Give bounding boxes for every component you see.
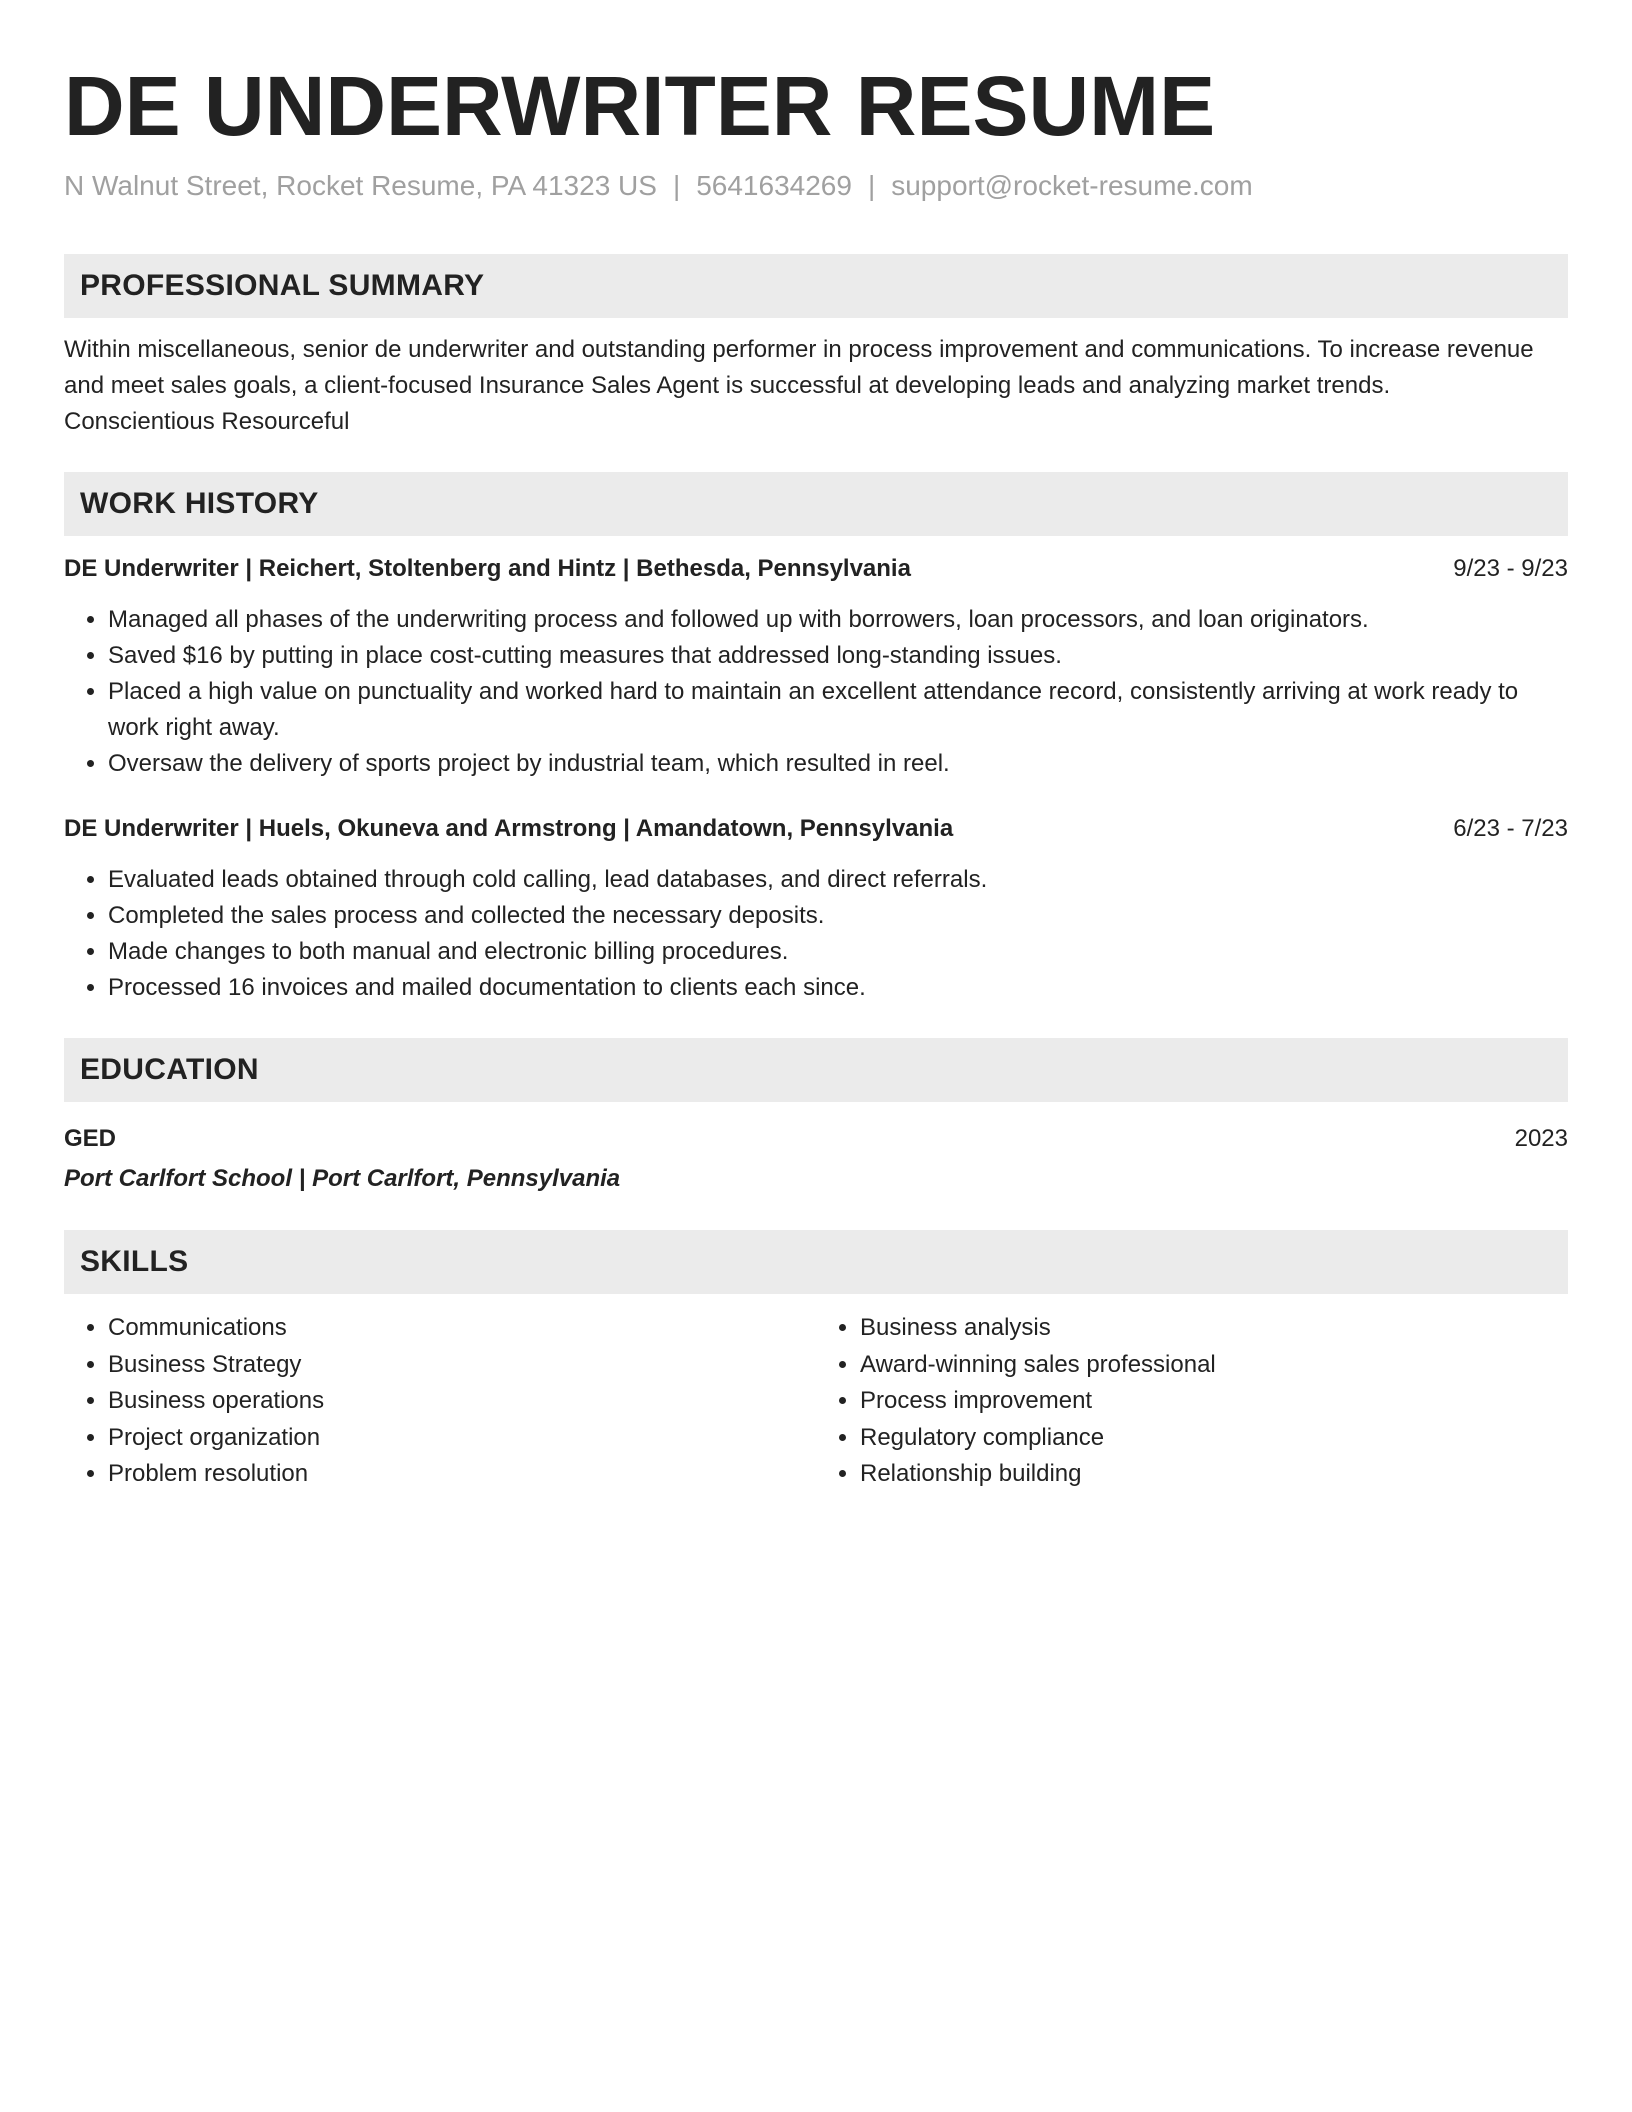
skill-item: • Relationship building — [860, 1456, 1568, 1493]
skills-grid — [64, 1310, 1568, 1493]
education-heading: EDUCATION — [80, 1053, 259, 1086]
education-degree: GED — [64, 1125, 117, 1152]
skill-item: • Process improvement — [860, 1383, 1568, 1420]
job-title: DE Underwriter | Huels, Okuneva and Armstrong | Amandatown, Pennsylvania — [64, 815, 954, 842]
skills-list — [64, 1310, 816, 1493]
education-section-header — [64, 1038, 1568, 1102]
contact-separator: | — [672, 170, 681, 201]
skill-item: • Project organization — [108, 1420, 816, 1457]
skills-heading: SKILLS — [80, 1245, 189, 1278]
summary-heading: PROFESSIONAL SUMMARY — [80, 269, 485, 302]
skill-item: • Business Strategy — [108, 1347, 816, 1384]
list-item: • Completed the sales process and collected the necessary deposits. — [108, 898, 1568, 934]
list-item: • Oversaw the delivery of sports project by industrial team, which resulted in reel. — [108, 746, 1568, 782]
list-item: • Evaluated leads obtained through cold calling, lead databases, and direct referrals. — [108, 862, 1568, 898]
list-item: • Made changes to both manual and electronic billing procedures. — [108, 934, 1568, 970]
summary-section-header — [64, 254, 1568, 318]
contact-address: N Walnut Street, Rocket Resume, PA 41323 US — [64, 170, 657, 201]
work-section-header — [64, 472, 1568, 536]
job-header — [64, 812, 1568, 846]
job-header — [64, 552, 1568, 586]
skill-item: • Communications — [108, 1310, 816, 1347]
skill-item: • Regulatory compliance — [860, 1420, 1568, 1457]
skill-item: • Business analysis — [860, 1310, 1568, 1347]
education-row — [64, 1122, 1568, 1156]
job-dates: 9/23 - 9/23 — [1453, 555, 1568, 582]
job-bullets — [64, 602, 1568, 782]
education-year: 2023 — [1514, 1125, 1568, 1152]
resume-page — [64, 56, 1568, 1493]
skills-list — [816, 1310, 1568, 1493]
resume-title: DE UNDERWRITER RESUME — [64, 59, 1216, 153]
education-school: Port Carlfort School | Port Carlfort, Pennsylvania — [64, 1165, 621, 1192]
work-heading: WORK HISTORY — [80, 487, 319, 520]
job-dates: 6/23 - 7/23 — [1453, 815, 1568, 842]
contact-separator: | — [867, 170, 876, 201]
job-bullets — [64, 862, 1568, 1006]
contact-phone: 5641634269 — [696, 170, 852, 201]
list-item: • Managed all phases of the underwriting process and followed up with borrowers, loan processors, and loan originators. — [108, 602, 1568, 638]
contact-line — [64, 168, 1568, 204]
contact-email: support@rocket-resume.com — [891, 170, 1253, 201]
job-title: DE Underwriter | Reichert, Stoltenberg and Hintz | Bethesda, Pennsylvania — [64, 555, 911, 582]
skill-item: • Business operations — [108, 1383, 816, 1420]
list-item: • Processed 16 invoices and mailed documentation to clients each since. — [108, 970, 1568, 1006]
skills-section-header — [64, 1230, 1568, 1294]
skill-item: • Award-winning sales professional — [860, 1347, 1568, 1384]
list-item: • Placed a high value on punctuality and worked hard to maintain an excellent attendance record, consistently arriving at work ready to work right away. — [108, 674, 1568, 746]
skills-column-left — [64, 1310, 816, 1493]
list-item: • Saved $16 by putting in place cost-cutting measures that addressed long-standing issues. — [108, 638, 1568, 674]
skill-item: • Problem resolution — [108, 1456, 816, 1493]
skills-column-right — [816, 1310, 1568, 1493]
summary-text: Within miscellaneous, senior de underwriter and outstanding performer in process improvement and communications. To increase revenue and meet sales goals, a client-focused Insurance Sales Agent is successful at developing leads and analyzing market trends. Conscientious Resourceful — [64, 336, 1534, 435]
